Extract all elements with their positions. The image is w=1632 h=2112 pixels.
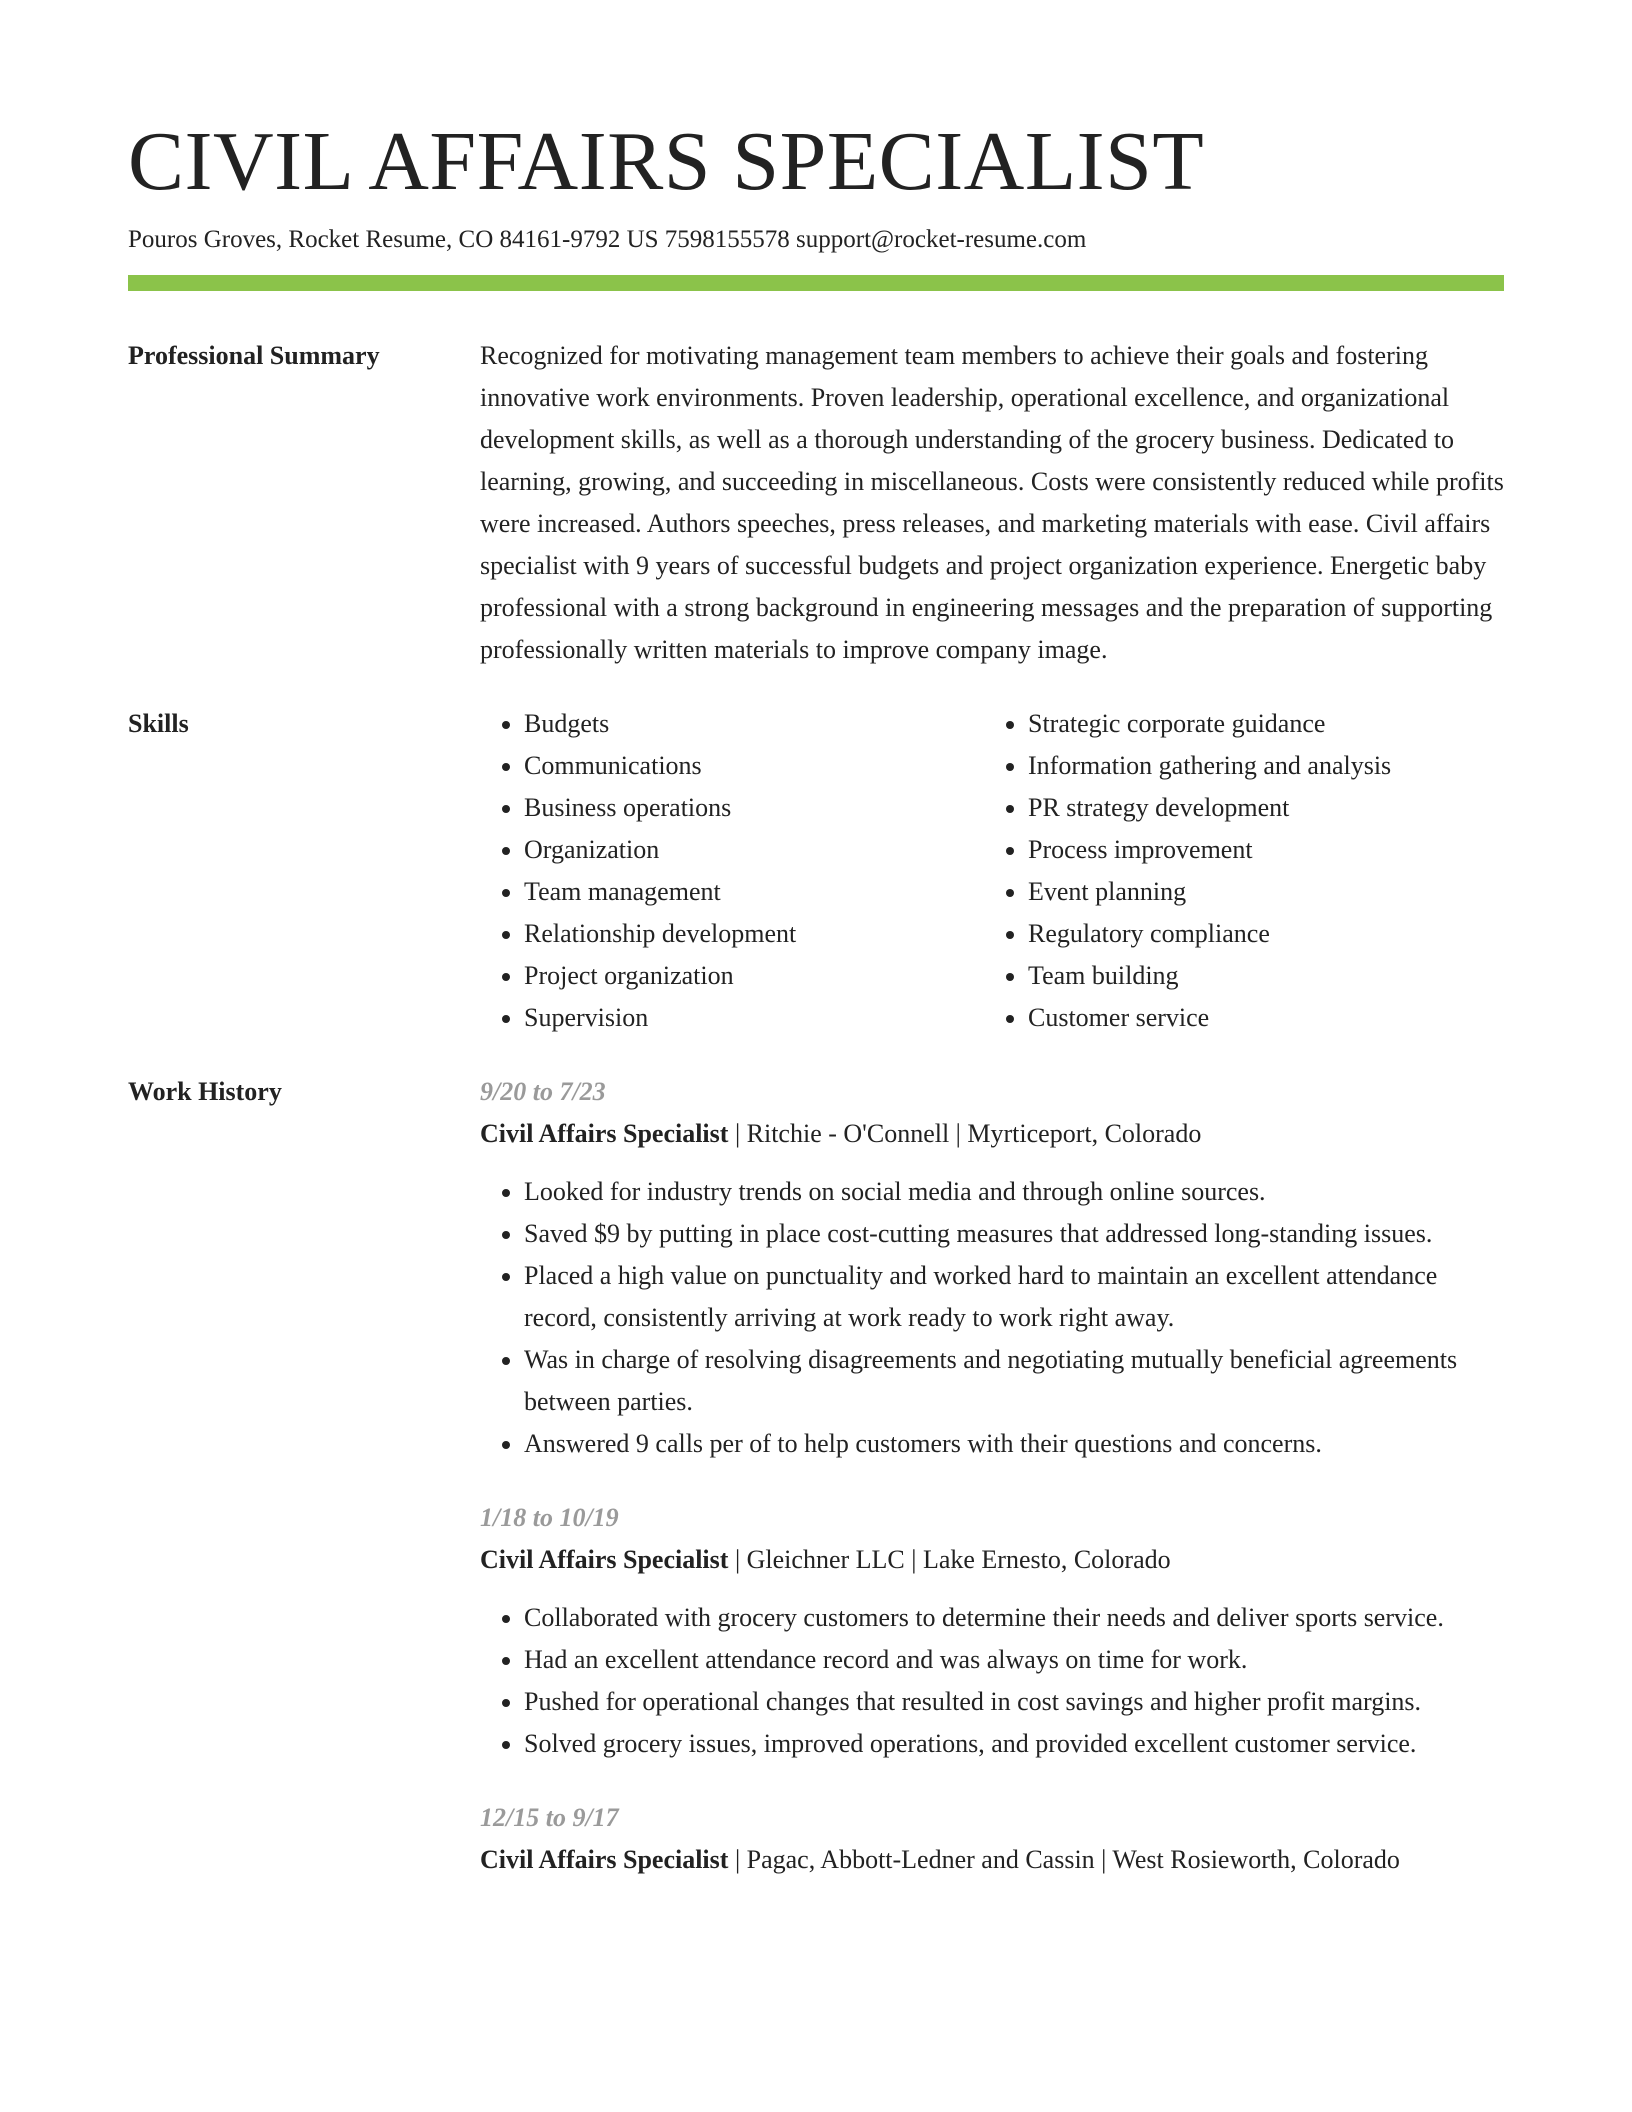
job-bullet: • Answered 9 calls per of to help customers with their questions and concerns.	[524, 1423, 1504, 1465]
skill-item: • Strategic corporate guidance	[1028, 703, 1488, 745]
job-bullet: • Placed a high value on punctuality and worked hard to maintain an excellent attendance record, consistently arriving at work ready to work right away.	[524, 1255, 1504, 1339]
skill-item: • Organization	[524, 829, 984, 871]
accent-divider	[128, 275, 1504, 291]
skills-columns	[480, 703, 1504, 1039]
skill-item: • Customer service	[1028, 997, 1488, 1039]
job-dates: 9/20 to 7/23	[480, 1076, 606, 1106]
job-entry	[480, 1071, 1504, 1465]
skills-section	[128, 703, 1504, 1039]
skill-item: • PR strategy development	[1028, 787, 1488, 829]
work-history-body	[480, 1071, 1504, 1913]
skills-column-left	[480, 703, 984, 1039]
job-bullets	[480, 1597, 1504, 1765]
work-history-section	[128, 1071, 1504, 1913]
job-details: | Pagac, Abbott-Ledner and Cassin | West Rosieworth, Colorado	[728, 1844, 1400, 1874]
job-heading	[480, 1113, 1504, 1155]
job-bullet: • Collaborated with grocery customers to determine their needs and deliver sports service.	[524, 1597, 1504, 1639]
skill-item: • Event planning	[1028, 871, 1488, 913]
resume-page	[128, 115, 1504, 1913]
job-heading	[480, 1539, 1504, 1581]
work-history-label: Work History	[128, 1076, 282, 1106]
job-bullets	[480, 1171, 1504, 1465]
job-heading	[480, 1839, 1504, 1881]
summary-section	[128, 335, 1504, 671]
job-title: Civil Affairs Specialist	[480, 1118, 729, 1148]
job-dates: 12/15 to 9/17	[480, 1802, 619, 1832]
job-entry	[480, 1797, 1504, 1881]
summary-label: Professional Summary	[128, 340, 380, 370]
job-bullet: • Was in charge of resolving disagreements and negotiating mutually beneficial agreements between parties.	[524, 1339, 1504, 1423]
resume-title: CIVIL AFFAIRS SPECIALIST	[128, 115, 1205, 208]
contact-line: Pouros Groves, Rocket Resume, CO 84161-9792 US 7598155578 support@rocket-resume.com	[128, 226, 1087, 254]
job-bullet: • Had an excellent attendance record and was always on time for work.	[524, 1639, 1504, 1681]
skills-label: Skills	[128, 708, 189, 738]
skills-list-right	[984, 703, 1488, 1039]
job-bullet: • Saved $9 by putting in place cost-cutting measures that addressed long-standing issues.	[524, 1213, 1504, 1255]
skill-item: • Supervision	[524, 997, 984, 1039]
skill-item: • Project organization	[524, 955, 984, 997]
skill-item: • Information gathering and analysis	[1028, 745, 1488, 787]
skill-item: • Budgets	[524, 703, 984, 745]
skill-item: • Process improvement	[1028, 829, 1488, 871]
skill-item: • Communications	[524, 745, 984, 787]
job-title: Civil Affairs Specialist	[480, 1544, 729, 1574]
job-details: | Ritchie - O'Connell | Myrticeport, Colorado	[728, 1118, 1202, 1148]
skill-item: • Team management	[524, 871, 984, 913]
job-title: Civil Affairs Specialist	[480, 1844, 729, 1874]
job-details: | Gleichner LLC | Lake Ernesto, Colorado	[728, 1544, 1171, 1574]
skills-column-right	[984, 703, 1488, 1039]
skill-item: • Relationship development	[524, 913, 984, 955]
summary-text: Recognized for motivating management team members to achieve their goals and fostering innovative work environments. Proven leadership, operational excellence, and organizational development skills, as well as a thorough understanding of the grocery business. Dedicated to learning, growing, and succeeding in miscellaneous. Costs were consistently reduced while profits were increased. Authors speeches, press releases, and marketing materials with ease. Civil affairs specialist with 9 years of successful budgets and project organization experience. Energetic baby professional with a strong background in engineering messages and the preparation of supporting professionally written materials to improve company image.	[480, 340, 1504, 664]
job-bullet: • Pushed for operational changes that resulted in cost savings and higher profit margins.	[524, 1681, 1504, 1723]
job-dates: 1/18 to 10/19	[480, 1502, 619, 1532]
skill-item: • Business operations	[524, 787, 984, 829]
job-bullet: • Solved grocery issues, improved operations, and provided excellent customer service.	[524, 1723, 1504, 1765]
skill-item: • Regulatory compliance	[1028, 913, 1488, 955]
job-bullet: • Looked for industry trends on social media and through online sources.	[524, 1171, 1504, 1213]
skills-list-left	[480, 703, 984, 1039]
skill-item: • Team building	[1028, 955, 1488, 997]
job-entry	[480, 1497, 1504, 1765]
